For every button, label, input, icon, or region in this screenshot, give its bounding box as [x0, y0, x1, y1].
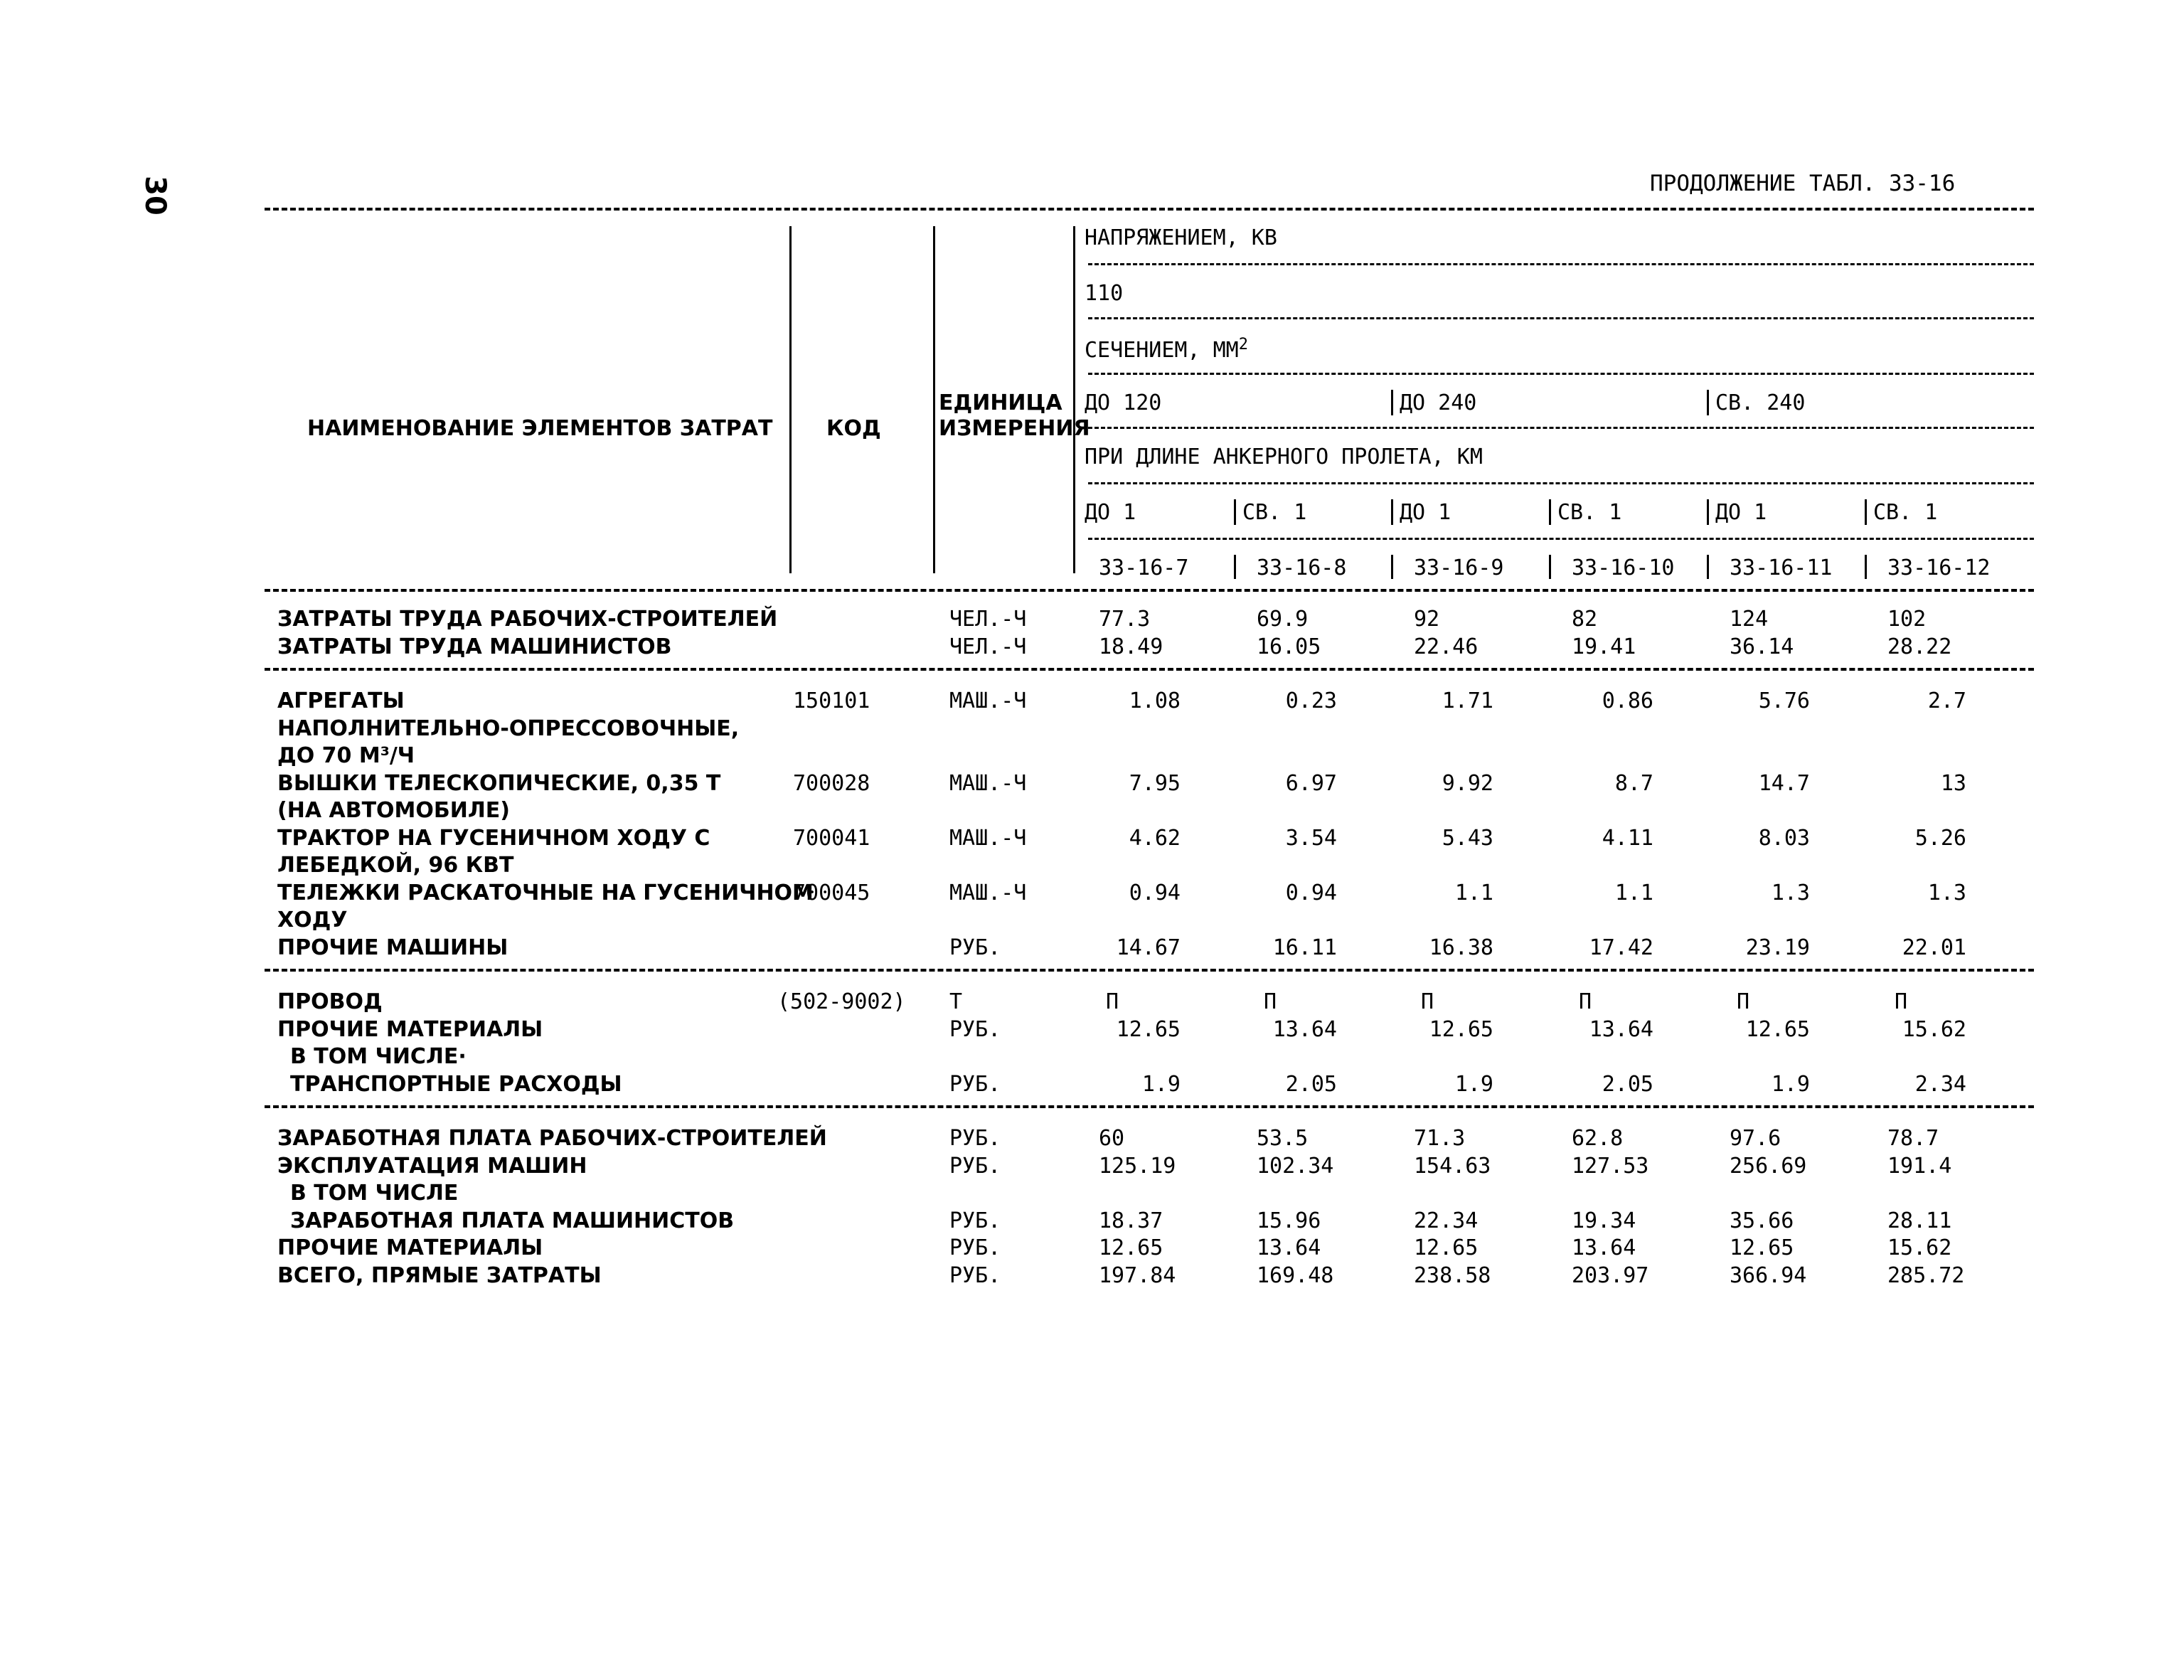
row-unit: МАШ.-Ч — [949, 880, 1027, 905]
page-number: 30 — [138, 176, 171, 216]
cell-value: 12.65 — [1116, 1016, 1181, 1042]
cell-value: 13 — [1940, 770, 1966, 796]
header-rule-3 — [1088, 373, 2034, 375]
header-divider-unit — [1073, 226, 1075, 573]
cell-value: 82 — [1572, 607, 1598, 632]
cell-value: 0.23 — [1285, 689, 1337, 713]
cell-value: 238.58 — [1414, 1262, 1491, 1288]
header-voltage: НАПРЯЖЕНИЕМ, КВ — [1085, 225, 1277, 250]
row-name: НАПОЛНИТЕЛЬНО-ОПРЕССОВОЧНЫЕ, — [277, 716, 740, 741]
code-divider-3 — [1549, 555, 1551, 579]
row-name: ПРОЧИЕ МАТЕРИАЛЫ — [277, 1235, 543, 1260]
code-divider-5 — [1865, 555, 1867, 579]
row-name: ЗАТРАТЫ ТРУДА МАШИНИСТОВ — [277, 634, 672, 659]
code-1: 33-16-7 — [1099, 555, 1189, 580]
row-code: 150101 — [793, 689, 870, 713]
cell-value: 1.1 — [1614, 880, 1653, 905]
row-name: ХОДУ — [277, 908, 348, 932]
row-unit: РУБ. — [949, 1208, 1001, 1233]
row-name: В ТОМ ЧИСЛЕ — [290, 1181, 459, 1206]
header-name: НАИМЕНОВАНИЕ ЭЛЕМЕНТОВ ЗАТРАТ — [307, 416, 773, 441]
continuation-title: ПРОДОЛЖЕНИЕ ТАБЛ. 33-16 — [1650, 171, 1956, 196]
row-name: В ТОМ ЧИСЛЕ· — [290, 1044, 467, 1069]
cell-value: 285.72 — [1887, 1262, 1965, 1288]
header-rule-2 — [1088, 317, 2034, 319]
cell-value: П — [1579, 989, 1592, 1014]
cell-value: 23.19 — [1745, 935, 1810, 960]
row-unit: ЧЕЛ.-Ч — [949, 607, 1027, 632]
row-unit: МАШ.-Ч — [949, 770, 1027, 796]
row-name: ЭКСПЛУАТАЦИЯ МАШИН — [277, 1153, 587, 1179]
cell-value: 1.9 — [1454, 1071, 1493, 1097]
cell-value: 12.65 — [1730, 1235, 1794, 1260]
cell-value: 256.69 — [1730, 1153, 1807, 1179]
span-divider-4 — [1707, 499, 1709, 525]
header-unit-1: ЕДИНИЦА — [939, 390, 1062, 415]
header-rule-5 — [1088, 482, 2034, 484]
group-rule — [265, 668, 2034, 671]
span-value-6: СВ. 1 — [1873, 500, 1938, 525]
code-6: 33-16-12 — [1887, 555, 1991, 580]
cell-value: 77.3 — [1099, 607, 1151, 632]
row-name: ЗАТРАТЫ ТРУДА РАБОЧИХ-СТРОИТЕЛЕЙ — [277, 607, 778, 632]
header-divider-name — [789, 226, 792, 573]
span-divider-3 — [1549, 499, 1551, 525]
header-bottom-rule — [265, 589, 2034, 592]
row-name: АГРЕГАТЫ — [277, 689, 405, 713]
cell-value: 22.46 — [1414, 634, 1479, 659]
row-unit: РУБ. — [949, 935, 1001, 960]
section-divider-2 — [1707, 390, 1709, 415]
span-divider-5 — [1865, 499, 1867, 525]
cell-value: 203.97 — [1572, 1262, 1649, 1288]
cell-value: 14.7 — [1758, 770, 1810, 796]
code-5: 33-16-11 — [1730, 555, 1833, 580]
row-name: ЗАРАБОТНАЯ ПЛАТА МАШИНИСТОВ — [290, 1208, 735, 1233]
cell-value: 2.7 — [1927, 689, 1966, 713]
row-name: ДО 70 М³/Ч — [277, 743, 415, 768]
row-name: ЛЕБЕДКОЙ, 96 КВТ — [277, 853, 514, 878]
row-name: ВСЕГО, ПРЯМЫЕ ЗАТРАТЫ — [277, 1262, 602, 1288]
cell-value: 154.63 — [1414, 1153, 1491, 1179]
cell-value: 1.08 — [1129, 689, 1181, 713]
cell-value: 92 — [1414, 607, 1440, 632]
span-value-3: ДО 1 — [1400, 500, 1451, 525]
cell-value: 2.05 — [1602, 1071, 1653, 1097]
header-divider-code — [933, 226, 935, 573]
cell-value: 9.92 — [1442, 770, 1493, 796]
cell-value: 366.94 — [1730, 1262, 1807, 1288]
section-group-2: ДО 240 — [1400, 390, 1477, 415]
row-unit: РУБ. — [949, 1153, 1001, 1179]
cell-value: 97.6 — [1730, 1126, 1781, 1151]
header-rule-4 — [1088, 427, 2034, 429]
cell-value: 12.65 — [1745, 1016, 1810, 1042]
cell-value: 15.62 — [1887, 1235, 1952, 1260]
header-unit-2: ИЗМЕРЕНИЯ — [939, 416, 1090, 441]
row-name: ПРОЧИЕ МАШИНЫ — [277, 935, 508, 960]
cell-value: 69.9 — [1257, 607, 1309, 632]
cell-value: 35.66 — [1730, 1208, 1794, 1233]
row-name: ТРАНСПОРТНЫЕ РАСХОДЫ — [290, 1071, 622, 1097]
cell-value: 5.43 — [1442, 825, 1493, 851]
cell-value: 17.42 — [1589, 935, 1653, 960]
cell-value: 1.3 — [1771, 880, 1810, 905]
cell-value: 102 — [1887, 607, 1927, 632]
cell-value: 12.65 — [1429, 1016, 1493, 1042]
cell-value: 19.34 — [1572, 1208, 1636, 1233]
cell-value: 191.4 — [1887, 1153, 1952, 1179]
cell-value: 8.7 — [1614, 770, 1653, 796]
header-code: КОД — [826, 416, 881, 441]
cell-value: П — [1895, 989, 1908, 1014]
section-group-1: ДО 120 — [1085, 390, 1162, 415]
cell-value: П — [1106, 989, 1119, 1014]
row-code: 700028 — [793, 770, 870, 796]
row-unit: РУБ. — [949, 1016, 1001, 1042]
code-3: 33-16-9 — [1414, 555, 1504, 580]
code-2: 33-16-8 — [1257, 555, 1347, 580]
cell-value: 18.37 — [1099, 1208, 1163, 1233]
cell-value: 8.03 — [1758, 825, 1810, 851]
code-divider-2 — [1391, 555, 1393, 579]
row-unit: ЧЕЛ.-Ч — [949, 634, 1027, 659]
row-name: ПРОЧИЕ МАТЕРИАЛЫ — [277, 1016, 543, 1042]
row-name: ВЫШКИ ТЕЛЕСКОПИЧЕСКИЕ, 0,35 Т — [277, 770, 721, 796]
cell-value: 1.71 — [1442, 689, 1493, 713]
cell-value: 6.97 — [1285, 770, 1337, 796]
row-name: ЗАРАБОТНАЯ ПЛАТА РАБОЧИХ-СТРОИТЕЛЕЙ — [277, 1126, 827, 1151]
cell-value: 16.05 — [1257, 634, 1321, 659]
span-divider-2 — [1391, 499, 1393, 525]
cell-value: 124 — [1730, 607, 1769, 632]
cell-value: 16.38 — [1429, 935, 1493, 960]
row-unit: РУБ. — [949, 1126, 1001, 1151]
cell-value: 1.9 — [1771, 1071, 1810, 1097]
cell-value: 78.7 — [1887, 1126, 1939, 1151]
row-name: (НА АВТОМОБИЛЕ) — [277, 798, 510, 823]
cell-value: 197.84 — [1099, 1262, 1176, 1288]
cell-value: 169.48 — [1257, 1262, 1334, 1288]
cell-value: 1.1 — [1454, 880, 1493, 905]
row-code: 700041 — [793, 825, 870, 851]
cell-value: 71.3 — [1414, 1126, 1466, 1151]
cell-value: 1.3 — [1927, 880, 1966, 905]
cell-value: 12.65 — [1099, 1235, 1163, 1260]
row-name: ПРОВОД — [277, 989, 383, 1014]
cell-value: 18.49 — [1099, 634, 1163, 659]
row-unit: МАШ.-Ч — [949, 825, 1027, 851]
cell-value: 127.53 — [1572, 1153, 1649, 1179]
cell-value: 16.11 — [1272, 935, 1337, 960]
row-unit: РУБ. — [949, 1071, 1001, 1097]
cell-value: 0.86 — [1602, 689, 1653, 713]
cell-value: 60 — [1099, 1126, 1125, 1151]
cell-value: 0.94 — [1285, 880, 1337, 905]
header-rule-6 — [1088, 538, 2034, 540]
header-voltage-value: 110 — [1085, 281, 1124, 306]
cell-value: 28.22 — [1887, 634, 1952, 659]
cell-value: 13.64 — [1272, 1016, 1337, 1042]
cell-value: 13.64 — [1257, 1235, 1321, 1260]
top-rule — [265, 208, 2034, 211]
cell-value: 102.34 — [1257, 1153, 1334, 1179]
section-group-3: СВ. 240 — [1715, 390, 1806, 415]
row-code: (502-9002) — [777, 989, 906, 1014]
cell-value: 0.94 — [1129, 880, 1181, 905]
header-span-length: ПРИ ДЛИНЕ АНКЕРНОГО ПРОЛЕТА, КМ — [1085, 445, 1483, 469]
cell-value: 5.26 — [1914, 825, 1966, 851]
header-section — [1085, 337, 1248, 361]
cell-value: 36.14 — [1730, 634, 1794, 659]
cell-value: 22.34 — [1414, 1208, 1479, 1233]
header-rule-1 — [1088, 263, 2034, 265]
cell-value: 15.62 — [1902, 1016, 1966, 1042]
header-section-sup: 2 — [1238, 336, 1248, 353]
section-divider-1 — [1391, 390, 1393, 415]
span-value-1: ДО 1 — [1085, 500, 1136, 525]
row-code: 700045 — [793, 880, 870, 905]
cell-value: 2.34 — [1914, 1071, 1966, 1097]
cell-value: 12.65 — [1414, 1235, 1479, 1260]
span-value-5: ДО 1 — [1715, 500, 1767, 525]
span-value-2: СВ. 1 — [1242, 500, 1307, 525]
span-divider-1 — [1234, 499, 1236, 525]
row-name: ТЕЛЕЖКИ РАСКАТОЧНЫЕ НА ГУСЕНИЧНОМ — [277, 880, 814, 905]
header-section-label: СЕЧЕНИЕМ, ММ — [1085, 338, 1239, 363]
cell-value: 19.41 — [1572, 634, 1636, 659]
row-unit: Т — [949, 989, 963, 1014]
code-divider-1 — [1234, 555, 1236, 579]
cell-value: 4.62 — [1129, 825, 1181, 851]
cell-value: 53.5 — [1257, 1126, 1309, 1151]
row-unit: МАШ.-Ч — [949, 689, 1027, 713]
cell-value: 13.64 — [1572, 1235, 1636, 1260]
cell-value: 13.64 — [1589, 1016, 1653, 1042]
cell-value: 22.01 — [1902, 935, 1966, 960]
row-name: ТРАКТОР НА ГУСЕНИЧНОМ ХОДУ С — [277, 825, 710, 851]
group-rule — [265, 969, 2034, 972]
cell-value: 2.05 — [1285, 1071, 1337, 1097]
cell-value: 3.54 — [1285, 825, 1337, 851]
cell-value: 125.19 — [1099, 1153, 1176, 1179]
cell-value: П — [1421, 989, 1434, 1014]
cell-value: 14.67 — [1116, 935, 1181, 960]
cell-value: 62.8 — [1572, 1126, 1624, 1151]
cell-value: 1.9 — [1141, 1071, 1181, 1097]
row-unit: РУБ. — [949, 1235, 1001, 1260]
span-value-4: СВ. 1 — [1557, 500, 1622, 525]
group-rule — [265, 1105, 2034, 1108]
code-4: 33-16-10 — [1572, 555, 1675, 580]
cell-value: П — [1264, 989, 1277, 1014]
cell-value: 7.95 — [1129, 770, 1181, 796]
cell-value: 15.96 — [1257, 1208, 1321, 1233]
code-divider-4 — [1707, 555, 1709, 579]
cell-value: 5.76 — [1758, 689, 1810, 713]
cell-value: 4.11 — [1602, 825, 1653, 851]
cell-value: 28.11 — [1887, 1208, 1952, 1233]
cell-value: П — [1737, 989, 1750, 1014]
row-unit: РУБ. — [949, 1262, 1001, 1288]
